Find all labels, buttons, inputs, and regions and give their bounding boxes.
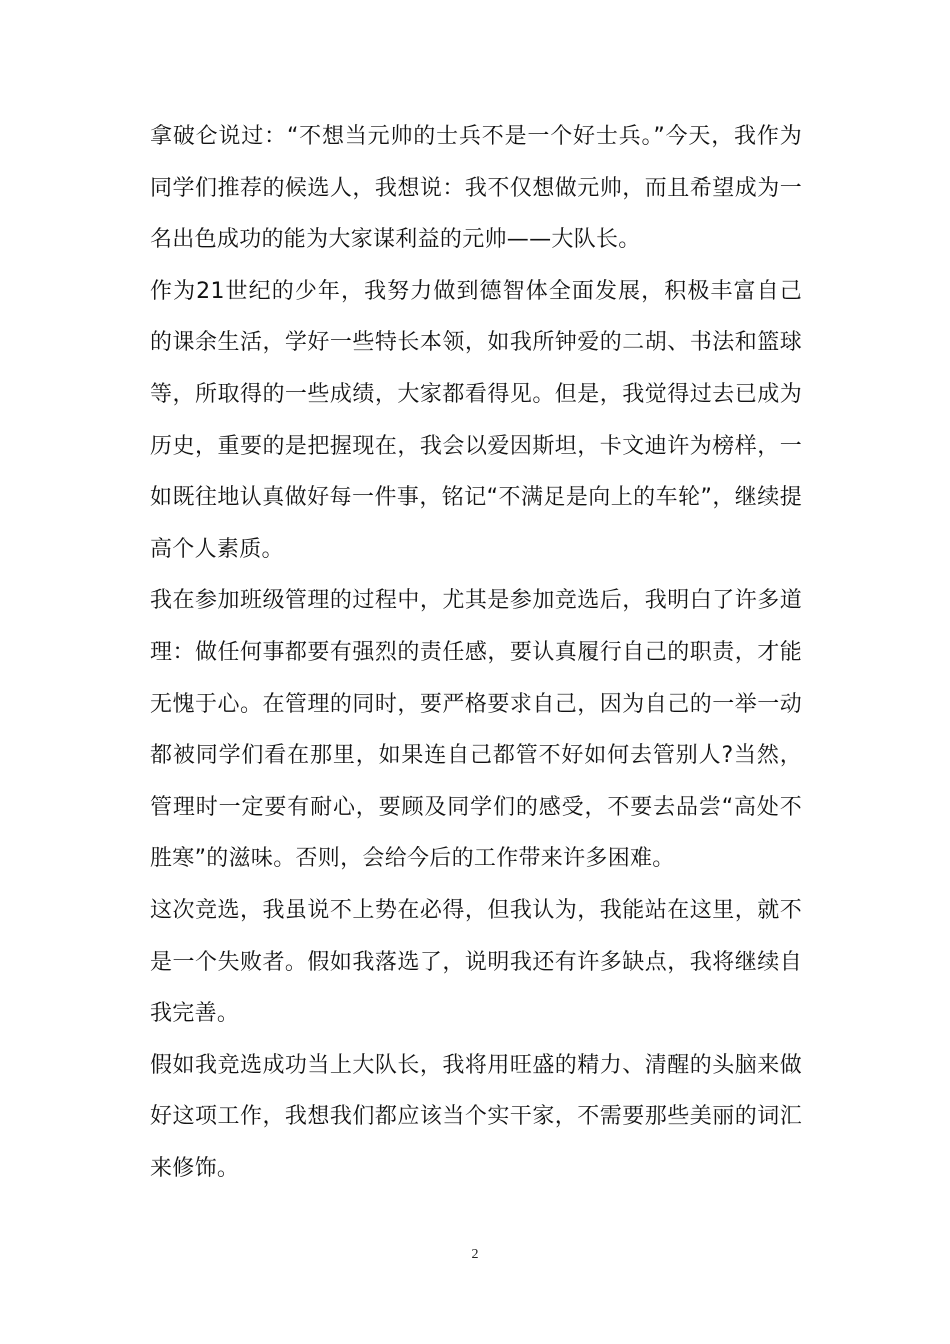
paragraph-election-attitude: 这次竞选，我虽说不上势在必得，但我认为，我能站在这里，就不是一个失败者。假如我落选了，说明我还有许多缺点，我将继续自我完善。	[150, 897, 802, 1027]
paragraph-management-lessons: 我在参加班级管理的过程中，尤其是参加竞选后，我明白了许多道理：做任何事都要有强烈的责任感，要认真履行自己的职责，才能无愧于心。在管理的同时，要严格要求自己，因为自己的一举一动都被同学们看在那里，如果连自己都管不好如何去管别人?当然，管理时一定要有耐心，要顾及同学们的感受，不要去品尝“高处不胜寒”的滋味。否则，会给今后的工作带来许多困难。	[150, 588, 802, 872]
paragraph-napoleon-quote: 拿破仑说过：“不想当元帅的士兵不是一个好士兵。”今天，我作为同学们推荐的候选人，我想说：我不仅想做元帅，而且希望成为一名出色成功的能为大家谋利益的元帅——大队长。	[150, 124, 802, 253]
paragraph-personal-development: 作为21世纪的少年，我努力做到德智体全面发展，积极丰富自己的课余生活，学好一些特长本领，如我所钟爱的二胡、书法和篮球等，所取得的一些成绩，大家都看得见。但是，我觉得过去已成为历史，重要的是把握现在，我会以爱因斯坦，卡文迪许为榜样，一如既往地认真做好每一件事，铭记“不满足是向上的车轮”，继续提高个人素质。	[150, 278, 802, 562]
page-number: 2	[471, 1247, 479, 1262]
body-text	[150, 111, 802, 1194]
paragraph-commitment: 假如我竞选成功当上大队长，我将用旺盛的精力、清醒的头脑来做好这项工作，我想我们都应该当个实干家，不需要那些美丽的词汇来修饰。	[150, 1052, 802, 1181]
